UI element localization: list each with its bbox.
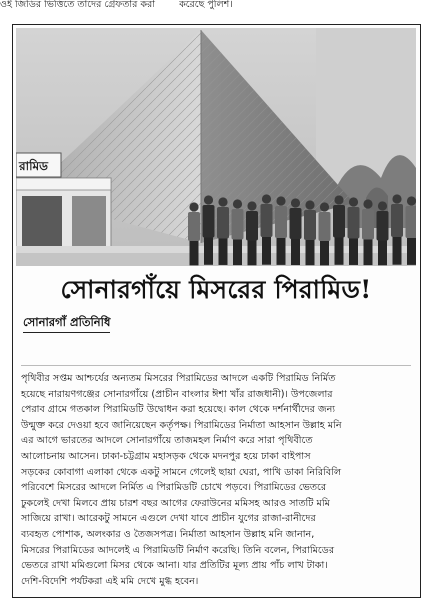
person-figure xyxy=(348,197,360,265)
person-figure xyxy=(261,194,273,264)
person-figure xyxy=(232,199,244,265)
sign-text: রামিড xyxy=(19,159,49,173)
article-line: হয়েছে নারায়ণগঞ্জের সোনারগাঁয়ে (প্রাচীন বাংলার ঈশা খাঁর রাজধানী)। উপজেলার xyxy=(21,388,333,400)
person-figure xyxy=(217,197,229,265)
byline: সোনারগাঁ প্রতিনিধি xyxy=(23,314,110,333)
person-figure xyxy=(406,196,417,264)
previous-article-text-end: করেছে পুলিশ। xyxy=(179,0,233,10)
article-line: ব্যবহৃত পোশাক, অলংকার ও তৈজসপত্র। নির্মাতা আহসান উল্লাহ মনি জানান, xyxy=(21,528,315,540)
article-line: পেরাব গ্রামে গতকাল পিরামিডটি উদ্বোধন করা হয়েছে। কাল থেকে দর্শনার্থীদের জন্য xyxy=(21,404,336,416)
article-line: ভেতরে রাখা মমিগুলো মিসর থেকে আনা। যার প্রতিটির মূল্য প্রায় পাঁচ লাখ টাকা। xyxy=(21,560,328,572)
person-figure xyxy=(362,199,374,265)
previous-article-text: ওই জিডির ভিত্তিতে তাদের গ্রেফতার করা xyxy=(0,0,156,10)
article-line: সাজিয়ে রাখা। আরেকটু সামনে এগুলে দেখা যাবে প্রাচীন যুগের রাজা-রানীদের xyxy=(21,513,316,525)
person-figure xyxy=(275,196,287,264)
divider xyxy=(21,365,411,366)
previous-article-strip xyxy=(0,0,435,12)
headline: সোনারগাঁয়ে মিসরের পিরামিড! xyxy=(60,275,372,304)
article-line: দেশি-বিদেশি পর্যটকরা এই মমি দেখে মুগ্ধ হবেন। xyxy=(21,575,199,587)
news-clipping xyxy=(12,24,421,598)
person-figure xyxy=(333,195,345,264)
person-figure xyxy=(391,194,403,264)
person-figure xyxy=(290,198,302,265)
article-line: এর আগে ভারতের আদলে সোনারগাঁয়ে তাজমহল নির্মাণ করে সারা পৃথিবীতে xyxy=(21,435,313,447)
article-line: পৃথিবীর সপ্তম আশ্চর্যের অন্যতম মিসরের পিরামিডের আদলে একটি পিরামিড নির্মিত xyxy=(21,373,336,384)
article-line: আলোচনায় আসেন। ঢাকা-চট্টগ্রাম মহাসড়ক থেকে মদনপুর হয়ে ঢাকা বাইপাস xyxy=(21,450,311,462)
pyramid-photo xyxy=(16,28,416,266)
article-line: পরিবেশে মিসরের আদলে নির্মিত এ পিরামিডটি চোখে পড়বে। পিরামিডের ভেতরে xyxy=(21,482,327,494)
article-line: উন্মুক্ত করে দেওয়া হবে জানিয়েছেন কর্তৃপক্ষ। পিরামিডের নির্মাতা আহসান উল্লাহ মনি xyxy=(21,419,342,431)
article-line: মিসরের পিরামিডের আদলেই এ পিরামিডটি নির্মাণ করেছি। তিনি বলেন, পিরামিডের xyxy=(21,544,335,556)
person-figure xyxy=(304,200,316,265)
article-body xyxy=(21,371,413,589)
article-line: ঢুকলেই দেখা মিলবে প্রায় চারশ বছর আগের ফেরাউনের মমিসহ আরও সাতটি মমি xyxy=(21,497,330,509)
article-line: সড়কের কোবাগা এলাকা থেকে একটু সামনে গেলেই ছায়া ঘেরা, পাখি ডাকা নিরিবিলি xyxy=(21,466,342,478)
person-figure xyxy=(203,195,215,264)
